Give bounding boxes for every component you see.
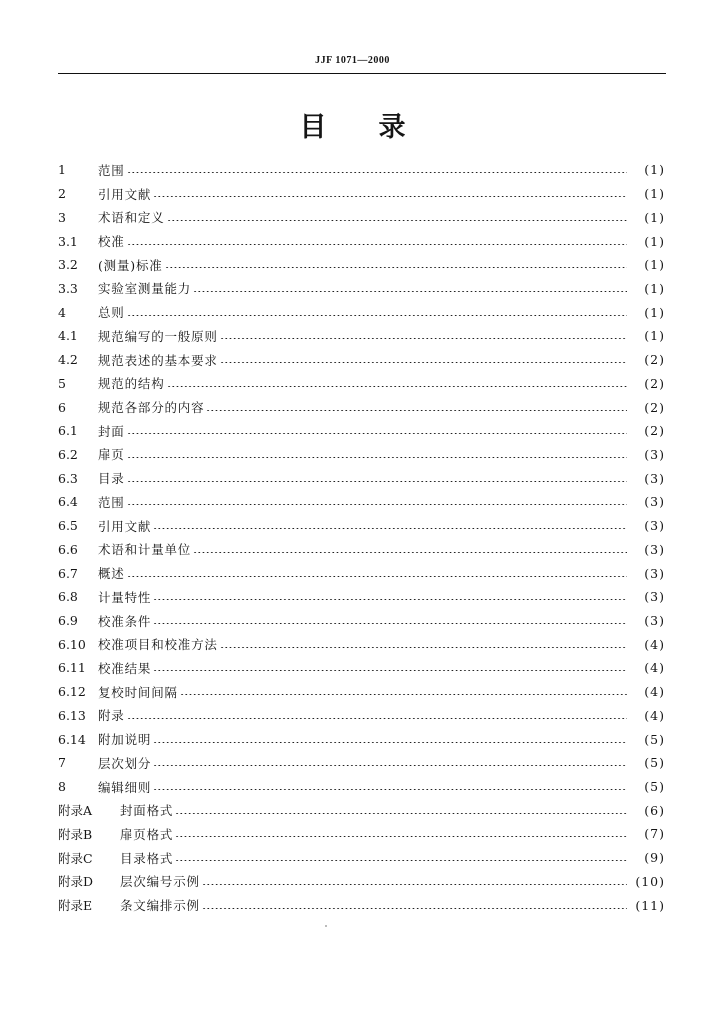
toc-entry-title: 引用文献 (98, 518, 152, 534)
toc-dot-leader (167, 220, 627, 221)
toc-entry-title: 附加说明 (98, 732, 152, 748)
toc-dot-leader (167, 386, 627, 387)
toc-entry-number: 附录E (58, 898, 93, 914)
toc-entry-title: 扉页格式 (120, 826, 174, 842)
toc-dot-leader (175, 860, 627, 861)
toc-dot-leader (180, 694, 627, 695)
toc-entry-page: (4) (644, 636, 665, 652)
toc-entry-title: 范围 (98, 162, 125, 178)
toc-entry-page: (3) (644, 518, 665, 534)
toc-dot-leader (127, 172, 627, 173)
toc-entry[interactable] (58, 182, 665, 206)
toc-entry[interactable] (58, 253, 665, 277)
toc-entry-title: 术语和计量单位 (98, 542, 192, 558)
toc-dot-leader (193, 552, 627, 553)
toc-entry-title: 附录 (98, 708, 125, 724)
toc-dot-leader (153, 670, 627, 671)
toc-entry-page: (1) (644, 186, 665, 202)
toc-entry[interactable] (58, 680, 665, 704)
toc-entry-title: 校准结果 (98, 660, 152, 676)
toc-entry-number: 6.4 (58, 494, 78, 510)
toc-dot-leader (175, 813, 627, 814)
toc-entry-number: 附录C (58, 850, 93, 866)
toc-entry[interactable] (58, 870, 665, 894)
toc-entry-number: 6.1 (58, 423, 78, 439)
toc-entry-title: 目录 (98, 471, 125, 487)
toc-entry-title: 目录格式 (120, 850, 174, 866)
standard-code-header: JJF 1071—2000 (315, 55, 390, 66)
toc-entry[interactable] (58, 751, 665, 775)
toc-entry-title: 复校时间间隔 (98, 684, 178, 700)
toc-entry-page: (3) (644, 589, 665, 605)
toc-entry-page: (4) (644, 707, 665, 723)
toc-dot-leader (165, 267, 627, 268)
toc-dot-leader (153, 742, 627, 743)
toc-entry-number: 附录D (58, 874, 94, 890)
toc-entry-title: 规范表述的基本要求 (98, 352, 218, 368)
title-char-1: 目 (299, 112, 327, 143)
header-rule (58, 73, 666, 74)
toc-entry-number: 7 (58, 755, 66, 771)
toc-dot-leader (206, 410, 627, 411)
toc-dot-leader (220, 647, 627, 648)
toc-entry[interactable] (58, 348, 665, 372)
toc-entry-title: 校准项目和校准方法 (98, 637, 218, 653)
toc-entry-page: (3) (644, 494, 665, 510)
toc-entry-title: 层次编号示例 (120, 874, 200, 890)
toc-dot-leader (153, 623, 627, 624)
toc-entry[interactable] (58, 443, 665, 467)
toc-entry-page: (3) (644, 541, 665, 557)
toc-entry-title: 计量特性 (98, 589, 152, 605)
toc-entry[interactable] (58, 846, 665, 870)
toc-dot-leader (175, 836, 627, 837)
toc-dot-leader (127, 576, 627, 577)
toc-entry[interactable] (58, 324, 665, 348)
toc-entry-number: 6.7 (58, 565, 78, 581)
toc-dot-leader (127, 244, 627, 245)
toc-entry[interactable] (58, 704, 665, 728)
toc-entry-number: 2 (58, 186, 66, 202)
toc-entry[interactable] (58, 277, 665, 301)
title-char-2: 录 (378, 112, 406, 143)
toc-entry[interactable] (58, 893, 665, 917)
toc-entry-number: 4.1 (58, 328, 78, 344)
toc-entry-page: (1) (644, 233, 665, 249)
toc-entry[interactable] (58, 205, 665, 229)
toc-entry[interactable] (58, 798, 665, 822)
toc-entry-number: 6.14 (58, 731, 86, 747)
toc-entry-page: (5) (644, 755, 665, 771)
toc-entry-title: 概述 (98, 566, 125, 582)
toc-entry-number: 附录B (58, 826, 93, 842)
toc-entry-title: 引用文献 (98, 186, 152, 202)
toc-entry-page: (7) (644, 826, 665, 842)
toc-entry-page: (3) (644, 446, 665, 462)
toc-dot-leader (127, 504, 627, 505)
toc-entry-page: (3) (644, 565, 665, 581)
toc-entry[interactable] (58, 632, 665, 656)
toc-entry[interactable] (58, 609, 665, 633)
toc-entry-number: 6.11 (58, 660, 86, 676)
toc-entry-title: 封面 (98, 423, 125, 439)
toc-entry[interactable] (58, 514, 665, 538)
table-of-contents (58, 158, 665, 917)
page-title (0, 105, 705, 144)
toc-entry-page: (9) (644, 850, 665, 866)
toc-entry[interactable] (58, 727, 665, 751)
toc-dot-leader (193, 291, 627, 292)
toc-dot-leader (202, 884, 627, 885)
toc-entry-page: (4) (644, 684, 665, 700)
toc-entry[interactable] (58, 656, 665, 680)
toc-entry-number: 6.12 (58, 684, 86, 700)
toc-entry-title: 层次划分 (98, 755, 152, 771)
toc-entry-page: (1) (644, 209, 665, 225)
toc-entry-number: 3.2 (58, 257, 78, 273)
toc-entry-title: 总则 (98, 305, 125, 321)
toc-entry-number: 3.1 (58, 233, 78, 249)
toc-dot-leader (127, 718, 627, 719)
toc-entry-title: 条文编排示例 (120, 898, 200, 914)
toc-entry-number: 4.2 (58, 352, 78, 368)
toc-entry-page: (4) (644, 660, 665, 676)
toc-entry-page: (1) (644, 280, 665, 296)
toc-entry[interactable] (58, 371, 665, 395)
toc-dot-leader (127, 457, 627, 458)
toc-entry[interactable] (58, 466, 665, 490)
toc-dot-leader (220, 362, 627, 363)
toc-entry[interactable] (58, 158, 665, 182)
toc-entry[interactable] (58, 395, 665, 419)
toc-entry-page: (3) (644, 613, 665, 629)
toc-entry-title: 实验室测量能力 (98, 281, 192, 297)
toc-dot-leader (153, 789, 627, 790)
toc-entry-number: 5 (58, 375, 66, 391)
toc-dot-leader (153, 196, 627, 197)
toc-entry-page: (2) (644, 399, 665, 415)
toc-dot-leader (127, 315, 627, 316)
toc-entry-title: 规范的结构 (98, 376, 165, 392)
toc-dot-leader (220, 338, 627, 339)
toc-entry-title: 术语和定义 (98, 210, 165, 226)
toc-entry-page: (2) (644, 375, 665, 391)
toc-entry-title: (测量)标准 (98, 257, 163, 273)
toc-entry-page: (1) (644, 257, 665, 273)
toc-entry-title: 校准 (98, 234, 125, 250)
toc-entry[interactable] (58, 490, 665, 514)
toc-entry-number: 6.13 (58, 707, 86, 723)
toc-entry[interactable] (58, 775, 665, 799)
toc-entry-page: (1) (644, 304, 665, 320)
toc-entry[interactable] (58, 561, 665, 585)
toc-entry[interactable] (58, 538, 665, 562)
toc-entry-page: (10) (635, 873, 665, 889)
toc-entry-number: 附录A (58, 803, 93, 819)
page-speck (325, 925, 327, 927)
toc-entry-page: (6) (644, 802, 665, 818)
toc-entry-number: 6.6 (58, 541, 78, 557)
toc-entry-page: (1) (644, 328, 665, 344)
toc-entry-title: 扉页 (98, 447, 125, 463)
toc-entry-title: 规范编写的一般原则 (98, 328, 218, 344)
toc-entry-number: 3 (58, 209, 66, 225)
toc-entry-title: 编辑细则 (98, 779, 152, 795)
toc-entry-page: (2) (644, 423, 665, 439)
toc-entry-title: 封面格式 (120, 803, 174, 819)
toc-entry-number: 6.10 (58, 636, 86, 652)
toc-entry-page: (1) (644, 162, 665, 178)
toc-entry-number: 3.3 (58, 280, 78, 296)
toc-entry-page: (5) (644, 779, 665, 795)
toc-entry-number: 6.8 (58, 589, 78, 605)
toc-entry[interactable] (58, 585, 665, 609)
toc-entry-number: 8 (58, 779, 66, 795)
toc-entry[interactable] (58, 300, 665, 324)
toc-dot-leader (127, 481, 627, 482)
toc-dot-leader (153, 528, 627, 529)
toc-entry-page: (11) (635, 897, 665, 913)
toc-entry-number: 6.2 (58, 446, 78, 462)
toc-entry[interactable] (58, 419, 665, 443)
toc-dot-leader (153, 765, 627, 766)
toc-dot-leader (202, 908, 627, 909)
toc-entry-page: (2) (644, 352, 665, 368)
toc-entry-number: 6.3 (58, 470, 78, 486)
toc-entry-number: 6.5 (58, 518, 78, 534)
toc-dot-leader (153, 599, 627, 600)
toc-entry-title: 范围 (98, 494, 125, 510)
toc-entry-page: (5) (644, 731, 665, 747)
toc-dot-leader (127, 433, 627, 434)
toc-entry-number: 6.9 (58, 613, 78, 629)
toc-entry-title: 校准条件 (98, 613, 152, 629)
toc-entry-page: (3) (644, 470, 665, 486)
toc-entry[interactable] (58, 822, 665, 846)
toc-entry-number: 6 (58, 399, 66, 415)
toc-entry-number: 4 (58, 304, 66, 320)
toc-entry-title: 规范各部分的内容 (98, 400, 205, 416)
toc-entry[interactable] (58, 229, 665, 253)
toc-entry-number: 1 (58, 162, 66, 178)
